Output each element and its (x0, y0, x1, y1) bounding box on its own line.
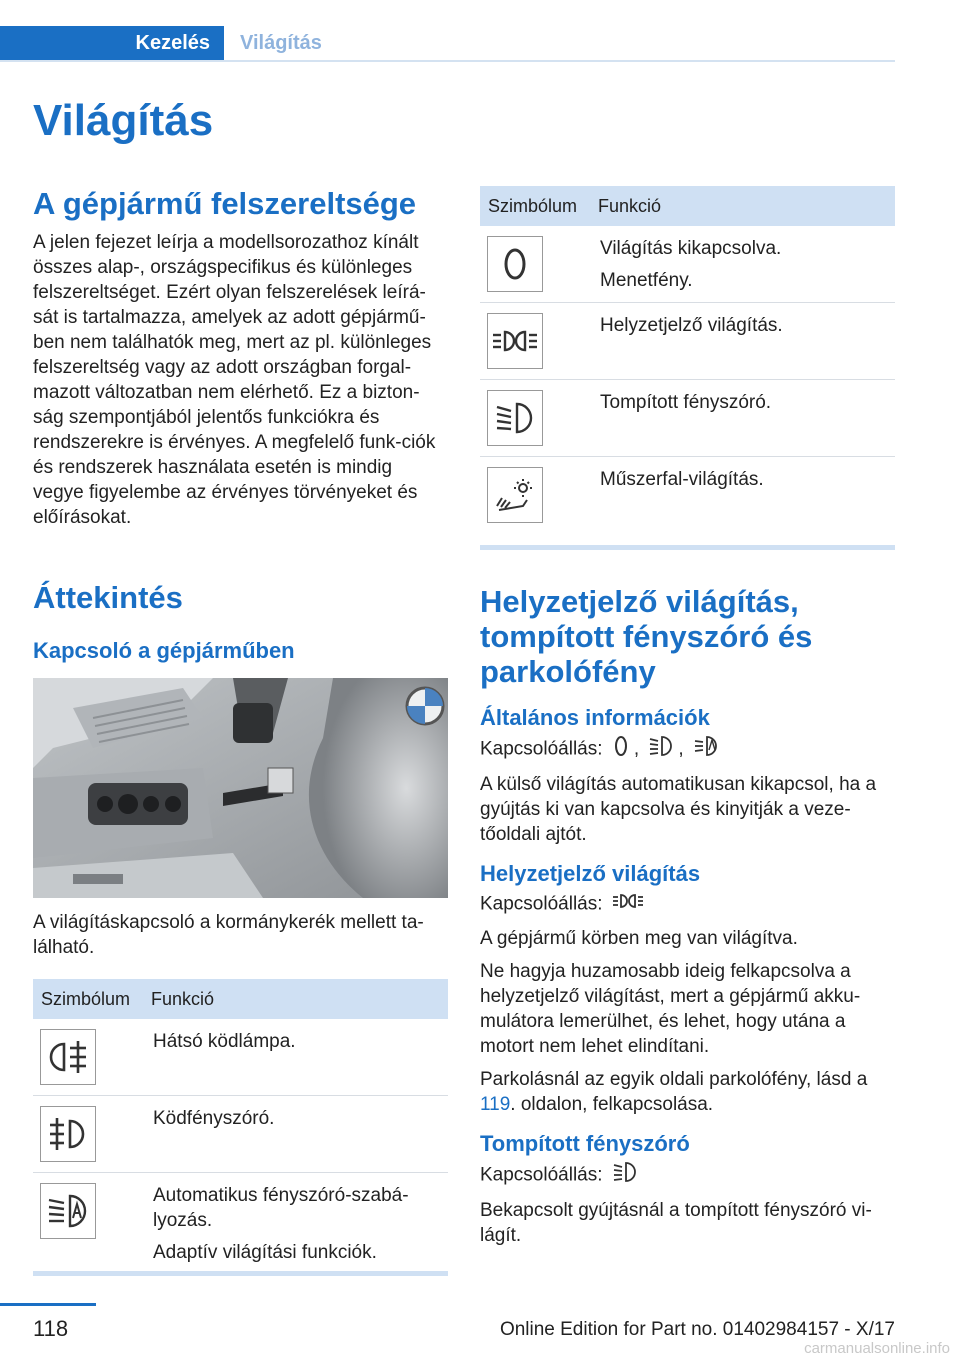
edition-note: Online Edition for Part no. 01402984157 - X/17 (499, 1319, 895, 1340)
separator: , (633, 738, 640, 760)
switch-positions-line (480, 735, 895, 764)
column-header-function: Funkció (598, 195, 662, 216)
page-reference-link[interactable]: 119 (480, 1094, 511, 1115)
separator: , (678, 738, 684, 760)
overview-subheading: Kapcsoló a gépjárműben (33, 638, 295, 663)
table-row (33, 1173, 448, 1273)
table-header (480, 186, 895, 226)
table-footer-bar (480, 545, 895, 550)
parking-text-1: A gépjármű körben meg van világítva. (480, 928, 798, 949)
overview-heading: Áttekintés (33, 580, 183, 615)
parking-light-icon (612, 891, 644, 918)
parking-text-3: Parkolásnál az egyik oldali parkolófény, lásd a 119. oldalon, felkapcsolása. (480, 1069, 868, 1115)
column-header-function: Funkció (151, 988, 215, 1009)
intro-section (33, 186, 448, 530)
table-row (480, 457, 895, 533)
parking-switch-line (480, 891, 895, 918)
rear-fog-icon (40, 1029, 96, 1085)
page-number: 118 (33, 1316, 69, 1341)
low-beam-icon (612, 1161, 638, 1190)
parking-text-2: Ne hagyja huzamosabb ideig felkapcsolva a helyzetjelző világítást, mert a gépjármű akku-mulátora lemerülhet, és lehet, hogy utána a motort nem lehet elindítani. (480, 961, 861, 1057)
row-function-text: Tompított fényszóró. (600, 392, 772, 413)
low-beam-icon (648, 735, 674, 764)
intro-heading: A gépjármű felszereltsége (33, 186, 417, 221)
header-subsection-tab[interactable]: Világítás (240, 32, 322, 54)
row-function-text: Hátsó ködlámpa. (153, 1031, 296, 1052)
table-row (480, 226, 895, 303)
table-row (480, 303, 895, 380)
section2-heading: Helyzetjelző világítás, tompított fényszóró és parkolófény (480, 584, 813, 689)
general-info-heading: Általános információk (480, 705, 710, 730)
row-function-text: Műszerfal-világítás. (600, 469, 764, 490)
table-row (480, 380, 895, 457)
table-header (33, 979, 448, 1019)
row-function-text: Ködfényszóró. (153, 1108, 275, 1129)
instrument-light-icon (487, 467, 543, 523)
intro-text: A jelen fejezet leírja a modellsorozathoz kínált összes alap-, országspecifikus és különleges felszereltséget. Ezért olyan felszerelések leírá-sát is tartalmazza, amelyek az adott gépjármű-ben nem találhatók meg, mert az pl. különleges felszereltség vagy az adott országban forgal-mazott változatban nem elérhető. Ez a bizton-ság szempontjából jelentős funkciókra és rendszerekre is érvényes. A megfelelő funk-ciók és rendszerek használata esetén is mindig vegye figyelembe az érvényes törvényeket és előírásokat. (33, 232, 436, 528)
switch-label: Kapcsolóállás: (480, 893, 603, 915)
column-header-symbol: Szimbólum (488, 195, 578, 216)
lowbeam-switch-line (480, 1161, 895, 1190)
parking-light-icon (487, 313, 543, 369)
low-beam-heading: Tompított fényszóró (480, 1131, 690, 1156)
page-number-line (0, 1303, 96, 1306)
row-function-text: Helyzetjelző világítás. (600, 315, 783, 336)
watermark: carmanualsonline.info (804, 1340, 950, 1357)
row-function-text: Adaptív világítási funkciók. (153, 1242, 377, 1263)
table-row (33, 1019, 448, 1096)
general-info-text: A külső világítás automatikusan kikapcsol, ha a gyújtás ki van kapcsolva és kinyitják a veze-tőoldali ajtót. (480, 774, 877, 845)
photo-caption: A világításkapcsoló a kormánykerék mellett ta-lálható. (33, 912, 424, 958)
auto-headlight-icon (693, 735, 719, 764)
front-fog-icon (40, 1106, 96, 1162)
symbol-table-left (33, 979, 448, 1276)
row-function-text: Automatikus fényszóró-szabá-lyozás. (153, 1185, 409, 1231)
light-switch-photo (33, 678, 448, 898)
zero-icon (487, 236, 543, 292)
table-row (33, 1096, 448, 1173)
section-parking-lowbeam (480, 584, 895, 1256)
page-title: Világítás (33, 96, 214, 145)
header-section-tab[interactable]: Kezelés (0, 26, 224, 61)
symbol-table-right (480, 186, 895, 550)
row-function-text: Menetfény. (600, 270, 693, 291)
switch-label: Kapcsolóállás: (480, 738, 603, 760)
row-function-text: Világítás kikapcsolva. (600, 238, 782, 259)
header-divider (0, 60, 895, 62)
zero-icon (612, 735, 630, 764)
column-header-symbol: Szimbólum (41, 988, 131, 1009)
auto-headlight-icon (40, 1183, 96, 1239)
switch-label: Kapcsolóállás: (480, 1164, 603, 1186)
low-beam-text: Bekapcsolt gyújtásnál a tompított fényszóró vi-lágít. (480, 1200, 872, 1246)
parking-light-heading: Helyzetjelző világítás (480, 861, 701, 886)
low-beam-icon (487, 390, 543, 446)
